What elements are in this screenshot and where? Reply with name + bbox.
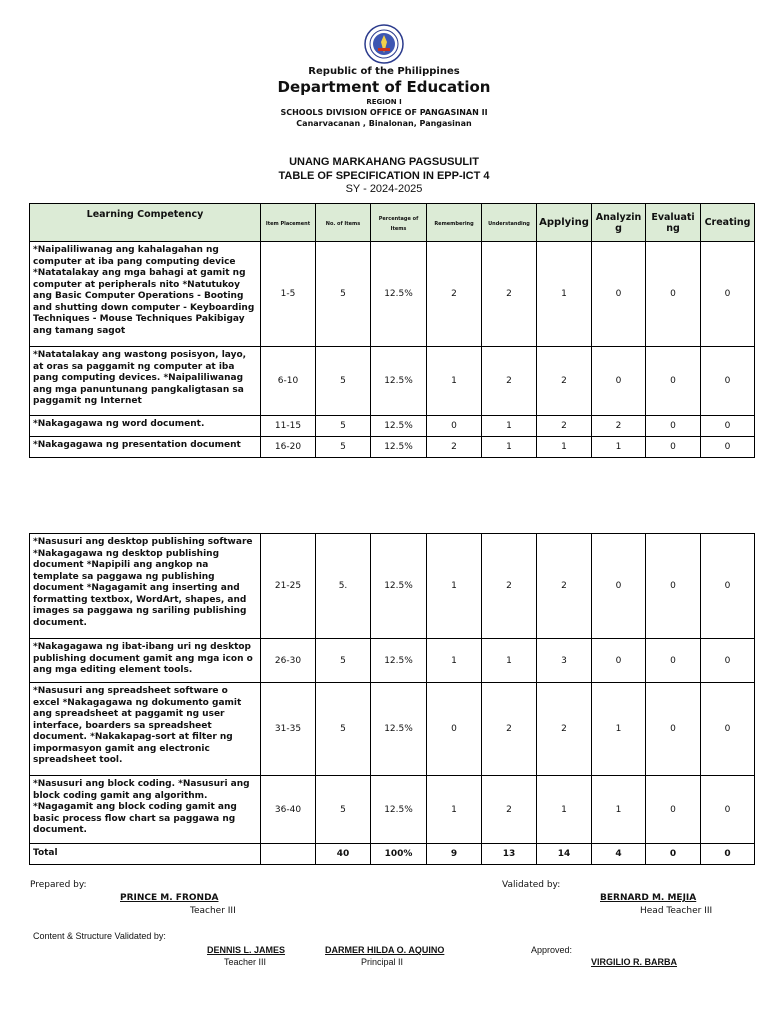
total-remembering: 9: [427, 844, 482, 865]
remembering-cell: 1: [427, 776, 482, 844]
applying-cell: 3: [537, 639, 592, 683]
applying-cell: 1: [537, 776, 592, 844]
placement-cell: 36-40: [261, 776, 316, 844]
items-cell: 5: [316, 416, 371, 437]
total-analyzing: 4: [592, 844, 646, 865]
applying-cell: 2: [537, 683, 592, 776]
approved-name: VIRGILIO R. BARBA: [591, 957, 678, 967]
percent-cell: 12.5%: [371, 347, 427, 416]
percent-cell: 12.5%: [371, 776, 427, 844]
understanding-cell: 2: [482, 347, 537, 416]
competency-cell: *Nasusuri ang block coding. *Nasusuri ang block coding gamit ang algorithm. *Nagagamit ang block coding gamit ang basic process flow chart sa paggawa ng document.: [30, 776, 261, 844]
applying-cell: 1: [537, 437, 592, 458]
analyzing-cell: 0: [592, 534, 646, 639]
total-applying: 14: [537, 844, 592, 865]
applying-cell: 2: [537, 534, 592, 639]
tos-title: TABLE OF SPECIFICATION IN EPP-ICT 4: [278, 170, 490, 182]
items-cell: 5.: [316, 534, 371, 639]
prepared-name: PRINCE M. FRONDA: [120, 893, 219, 903]
competency-cell: *Nakagagawa ng ibat-ibang uri ng desktop publishing document gamit ang mga icon o ang mga editing element tools.: [30, 639, 261, 683]
validated-title: Head Teacher III: [640, 906, 713, 916]
placement-cell: 21-25: [261, 534, 316, 639]
republic-line: Republic of the Philippines: [308, 66, 460, 77]
competency-cell: *Natatalakay ang wastong posisyon, layo, at oras sa paggamit ng computer at iba pang computing devices. *Naipaliliwanag ang mga panuntunang pangkaligtasan sa paggamit ng Internet: [30, 347, 261, 416]
analyzing-cell: 1: [592, 437, 646, 458]
total-label: Total: [30, 844, 261, 865]
creating-cell: 0: [701, 347, 755, 416]
competency-cell: *Nakagagawa ng word document.: [30, 416, 261, 437]
col-competency: Learning Competency: [30, 204, 261, 242]
understanding-cell: 2: [482, 776, 537, 844]
competency-cell: *Nakagagawa ng presentation document: [30, 437, 261, 458]
table-row: [30, 683, 755, 776]
total-row: [30, 844, 755, 865]
evaluating-cell: 0: [646, 416, 701, 437]
competency-cell: *Nasusuri ang desktop publishing software *Nakagagawa ng desktop publishing document *Napipili ang angkop na template sa paggawa ng publishing document *Nagagamit ang inserting and formatting textbox, WordArt, shapes, and images sa paggawa ng sariling publishing document.: [30, 534, 261, 639]
remembering-cell: 2: [427, 242, 482, 347]
percent-cell: 12.5%: [371, 437, 427, 458]
items-cell: 5: [316, 776, 371, 844]
content-title-1: Teacher III: [224, 957, 267, 967]
content-name-1: DENNIS L. JAMES: [207, 945, 286, 955]
col-analyzing: Analyzin g: [592, 204, 646, 242]
placement-cell: 31-35: [261, 683, 316, 776]
school-year: SY - 2024-2025: [345, 183, 423, 195]
evaluating-cell: 0: [646, 242, 701, 347]
items-cell: 5: [316, 347, 371, 416]
col-creating: Creating: [701, 204, 755, 242]
remembering-cell: 2: [427, 437, 482, 458]
analyzing-cell: 1: [592, 683, 646, 776]
creating-cell: 0: [701, 639, 755, 683]
remembering-cell: 0: [427, 683, 482, 776]
understanding-cell: 2: [482, 534, 537, 639]
evaluating-cell: 0: [646, 776, 701, 844]
prepared-title: Teacher III: [190, 906, 236, 916]
items-cell: 5: [316, 639, 371, 683]
understanding-cell: 1: [482, 639, 537, 683]
total-understanding: 13: [482, 844, 537, 865]
analyzing-cell: 0: [592, 639, 646, 683]
tos-table-part1: [29, 203, 755, 458]
competency-cell: *Naipaliliwanag ang kahalagahan ng computer at iba pang computing device *Natatalakay ang mga bahagi at gamit ng computer at peripherals nito *Natutukoy ang Basic Computer Operations - Booting and shutting down computer - Keyboarding Techniques - Mouse Techniques Pakibigay ang tamang sagot: [30, 242, 261, 347]
region-line: REGION I: [366, 98, 402, 106]
table-row: [30, 776, 755, 844]
table-row: [30, 416, 755, 437]
placement-cell: 1-5: [261, 242, 316, 347]
understanding-cell: 1: [482, 416, 537, 437]
address-line: Canarvacanan , Binalonan, Pangasinan: [296, 119, 472, 128]
percent-cell: 12.5%: [371, 534, 427, 639]
prepared-label: Prepared by:: [30, 880, 87, 890]
analyzing-cell: 2: [592, 416, 646, 437]
remembering-cell: 1: [427, 347, 482, 416]
creating-cell: 0: [701, 242, 755, 347]
percent-cell: 12.5%: [371, 683, 427, 776]
placement-cell: 11-15: [261, 416, 316, 437]
creating-cell: 0: [701, 416, 755, 437]
understanding-cell: 1: [482, 437, 537, 458]
col-percent: Percentage of Items: [371, 204, 427, 242]
department-name: Department of Education: [277, 78, 491, 96]
analyzing-cell: 1: [592, 776, 646, 844]
evaluating-cell: 0: [646, 437, 701, 458]
evaluating-cell: 0: [646, 347, 701, 416]
remembering-cell: 0: [427, 416, 482, 437]
table-header-row: [30, 204, 755, 242]
placement-cell: 16-20: [261, 437, 316, 458]
table-row: [30, 534, 755, 639]
content-validated-label: Content & Structure Validated by:: [33, 931, 166, 941]
exam-title: UNANG MARKAHANG PAGSUSULIT: [289, 156, 479, 168]
creating-cell: 0: [701, 776, 755, 844]
col-items: No. of Items: [316, 204, 371, 242]
items-cell: 5: [316, 242, 371, 347]
evaluating-cell: 0: [646, 639, 701, 683]
analyzing-cell: 0: [592, 242, 646, 347]
col-understanding: Understanding: [482, 204, 537, 242]
applying-cell: 2: [537, 347, 592, 416]
understanding-cell: 2: [482, 242, 537, 347]
applying-cell: 2: [537, 416, 592, 437]
analyzing-cell: 0: [592, 347, 646, 416]
division-line: SCHOOLS DIVISION OFFICE OF PANGASINAN II: [280, 108, 488, 117]
evaluating-cell: 0: [646, 534, 701, 639]
creating-cell: 0: [701, 437, 755, 458]
col-remembering: Remembering: [427, 204, 482, 242]
items-cell: 5: [316, 437, 371, 458]
table-row: [30, 437, 755, 458]
competency-cell: *Nasusuri ang spreadsheet software o excel *Nakagagawa ng dokumento gamit ang spreadsheet at paggamit ng user interface, boarders sa spreadsheet document. *Nakakapag-sort at filter ng impormasyon gamit ang electronic spreadsheet tool.: [30, 683, 261, 776]
remembering-cell: 1: [427, 534, 482, 639]
understanding-cell: 2: [482, 683, 537, 776]
col-evaluating: Evaluati ng: [646, 204, 701, 242]
creating-cell: 0: [701, 534, 755, 639]
col-placement: Item Placement: [261, 204, 316, 242]
placement-cell: 6-10: [261, 347, 316, 416]
percent-cell: 12.5%: [371, 242, 427, 347]
total-evaluating: 0: [646, 844, 701, 865]
content-name-2: DARMER HILDA O. AQUINO: [325, 945, 445, 955]
col-applying: Applying: [537, 204, 592, 242]
remembering-cell: 1: [427, 639, 482, 683]
table-row: [30, 639, 755, 683]
total-creating: 0: [701, 844, 755, 865]
percent-cell: 12.5%: [371, 416, 427, 437]
placement-cell: 26-30: [261, 639, 316, 683]
deped-seal: [364, 24, 404, 64]
total-percent: 100%: [371, 844, 427, 865]
approved-label: Approved:: [531, 945, 573, 955]
validated-label: Validated by:: [502, 880, 561, 890]
applying-cell: 1: [537, 242, 592, 347]
content-title-2: Principal II: [361, 957, 404, 967]
evaluating-cell: 0: [646, 683, 701, 776]
creating-cell: 0: [701, 683, 755, 776]
validated-name: BERNARD M. MEJIA: [600, 893, 697, 903]
percent-cell: 12.5%: [371, 639, 427, 683]
total-placement: [261, 844, 316, 865]
table-row: [30, 347, 755, 416]
table-row: [30, 242, 755, 347]
tos-table-part2: [29, 533, 755, 865]
total-items: 40: [316, 844, 371, 865]
items-cell: 5: [316, 683, 371, 776]
